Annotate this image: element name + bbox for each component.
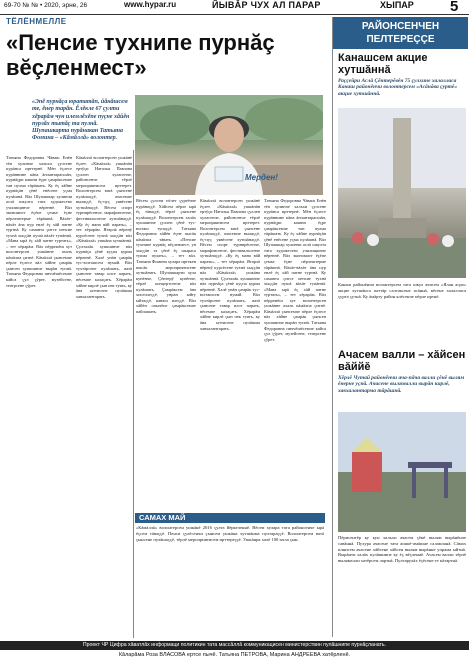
article-photo: [135, 95, 323, 195]
site-url[interactable]: www.hypar.ru: [124, 0, 177, 9]
sidebar-divider: [332, 17, 333, 637]
paper-tag: ХЫПАР: [380, 0, 414, 10]
memorial-illustration: [338, 108, 466, 278]
sidebar-article-1-text: Канаш районĕнчи волонтерсем тата шкул ачисем «Ялан асра» акцие хутшăнса паттăр салтаксене асăннă, вĕсене халалласа çурта çутнă. Ку ăмăрту район ялĕсенче пĕрле иртнĕ.: [338, 282, 466, 299]
article-column-2: Кăмăллă волонтерсен ушкăнĕ ĕçлет. «Кăмăллă» ушкăнăн ертӳçи Наталья Павлова çуллен хуласенче, районсенче тĕрлĕ мероприятисем ирттерет. Волонтерсем ватă çынсене пулăшаççĕ, ачасемпе выляççĕ, ĕç-пуç уявĕсене хутшăнаççĕ. Вĕсем спорт турнирĕсенче, марафонсенче, фестивальсенче хутшăнаççĕ. «Ку ĕç мана вăй парать», – тет хĕрарăм. Ятарлă вĕренӳ курсĕсене тухнă хыççăн вăл «Кăмăллă» ушкăна хутшăннă. Çулталăк хушшинче вăл пурнăçа çĕнĕ куçпа курма вĕреннĕ. Халĕ унăн çамрăк тус-юлташсем нумай. Вăл тухтăрсене пулăшать, ватă çынсене тавар илсе парать, вĕсемпе калаçать. Хĕрарăм хăйне кирлĕ çын пек туять, ку ăна ыттисене пулăшма хавхалантарать.: [76, 155, 132, 299]
footer-project-line: Проект ЧР Цифра хăватлăх информаци политикин тата массăллă коммуникацисен министерствин пулăшнипе пурнăçланать.: [0, 641, 469, 650]
article-column-1: Татьяна Федоровна Чăваш Енĕн тĕп хулинче хальхи çулсене пурăнса ирттернĕ. Мĕн ĕçлесе пурăннине кăна ăнлантарасшăн, пурнăçри кашни ĕçре çамрăксемпе тан пулма тăрăшать. Ку ĕç хăйне пурнăçăн çĕнĕ енĕсене уçма пулăшнă. Вăл Шупашкар хулинчи аслă шкулта тата художество училищинче вĕреннĕ. Вăл экономист ĕçĕпе çемье ĕçне пĕрлештерме тăрăшнă. Вăхăт-вăхăт ăна пур енлĕ ĕç хăй патне туртнă. Ку саманта çитсе пенсие тухнă хыççăн пушă вăхăт тупăннă. «Мана ырă ĕç хăй патне туртать», – тет хĕрарăм. Вăл пĕрремĕш хут волонтерсен ушкăнне ахаль кăмăлпа çитнĕ. Кăмăллă çынсемпе пĕрле ĕçлесе вăл хăйне çамрăк çынсен хушшинче вырăн тупнă. Татьяна Федоровна пиччĕшĕсемпе кайса çул çӳрет, музейсене, театрсене çӳрет.: [6, 155, 72, 288]
photo-caption: Мерден!: [245, 173, 278, 182]
playground-illustration: [338, 412, 466, 532]
paper-name: ЙЫВӐР ЧУХ АЛ ПАРАР: [212, 0, 321, 10]
masthead-bar: [0, 0, 469, 15]
sidebar-header: [333, 17, 468, 49]
page-number: 5: [450, 0, 459, 15]
article-lead: «Эпĕ пурнăçа юрататăп, йăнăшсем те, ĕнер тарăн. Ĕлĕкле 67 çулти хĕрарăм чун илемлĕхĕпе пуçне хăйĕн пурлăх тытăç та пулнă. Шупашкарта пурăнакан Татьяна Фомина – «Кăмăллă» волонтер.: [32, 99, 130, 142]
sidebar-article-2-text: Пĕрисентĕр ку кун хальхи ачасем çĕнĕ вылям вырăнĕнче савăннă. Пухура ачасене тата ашшĕ-амăшне саламланă. Сăмах илнисем ачасене хăйсене хăйсен вылям вырăнне упрама ыйтнă. Вырăнти халăх пулăшнипе ку ĕç вĕçленнĕ. Ачасем валли тĕрлĕ вылямалли хатĕрсем лартнă. Пултарулăх ĕçĕсене те кăтартнă.: [338, 535, 466, 564]
sidebar-article-2-photo: [338, 412, 466, 532]
sidebar-article-1-title: Канашсем акцие хутшăннă: [338, 52, 428, 76]
fact-box-title: САМАХ МАЙ: [135, 513, 325, 523]
article-headline: «Пенсие тухнипе пурнӑç вӗçленмест»: [6, 30, 275, 80]
footer-credits: Кăларăма Роза ВЛАСОВА ертсе пычĕ. Татьяна ПЕТРОВА, Марина АНДРЕЕВА хатĕрленĕ.: [118, 652, 351, 658]
fact-box-text: «Кăмăллă» волонтерсен ушкăнĕ 2016 çулта йĕркеленнĕ. Вĕсем хулара тата районсенче ырă ĕçсем тăваççĕ. Пенси çулĕсенчи çынсем ушкăна хутшăнма пултараççĕ. Волонтерсем ватă çынсене пулăшаççĕ, тĕрлĕ мероприятисем ирттереççĕ. Ушкăнра халĕ 100 ытла çын.: [136, 525, 324, 542]
sidebar-article-1-lead: Раççейри Аслă Çĕнтерĕвĕн 75 çулхине халалласа Канаш районĕнчи волонтерсем «Асăнăва çуртĕ» акцие хутшăннă.: [338, 78, 458, 97]
sidebar-header-label: РАЙОНСЕНЧЕН ПЕЛТЕРЕÇÇЕ: [361, 21, 440, 45]
sidebar-article-2-title: Ачасем валли – хăйсен вăййĕ: [338, 349, 466, 373]
article-column-5: Татьяна Федоровна Чăваш Енĕн тĕп хулинче хальхи çулсене пурăнса ирттернĕ. Мĕн ĕçлесе пурăннине кăна ăнлантарасшăн, пурнăçри кашни ĕçре çамрăксемпе тан пулма тăрăшать. Ку ĕç хăйне пурнăçăн çĕнĕ енĕсене уçма пулăшнă. Вăл Шупашкар хулинчи аслă шкулта тата художество училищинче вĕреннĕ. Вăл экономист ĕçĕпе çемье ĕçне пĕрлештерме тăрăшнă. Вăхăт-вăхăт ăна пур енлĕ ĕç хăй патне туртнă. Ку саманта çитсе пенсие тухнă хыççăн пушă вăхăт тупăннă. «Мана ырă ĕç хăй патне туртать», – тет хĕрарăм. Вăл пĕрремĕш хут волонтерсен ушкăнне ахаль кăмăлпа çитнĕ. Кăмăллă çынсемпе пĕрле ĕçлесе вăл хăйне çамрăк çынсен хушшинче вырăн тупнă. Татьяна Федоровна пиччĕшĕсемпе кайса çул çӳрет, музейсене, театрсене çӳрет.: [264, 198, 326, 342]
issue-info: 69-70 № № • 2020, эрне, 26: [4, 2, 88, 9]
portrait-illustration: [135, 95, 323, 195]
column-divider: [133, 150, 134, 638]
sidebar-article-2-lead: Хĕрлĕ Чутай районĕнчи ача-пăча валли çĕнĕ вылям ĕнерне уçнă. Ачасене вылямалли вырăн кирлĕ, хавхалантарма тăрăшнă.: [338, 375, 465, 394]
article-column-3: Вĕсем çулсем пĕлет çуртĕнче пурăнаççĕ. Хăйсем пĕрле ырă ĕç тăваççĕ, тĕрлĕ çынсене пулăшаççĕ. Волонтерсем халăх хушшинче çуллен çĕнĕ тус-юлташ тупаççĕ. Татьяна Федоровна хăйĕн ĕçне пысăк кăмăлпа тăвать. «Пенсие тухнипе пурнăç вĕçленмест, ун хыççăн та çĕнĕ ĕç шыраса тупма пулать», – тет вăл. Татьяна Фомина хулара иртекен пысăк мероприятисене хутшăнать. Шупашкарти хула кунĕнче, Çĕнтерӳ кунĕнче, тĕрлĕ концертсенче вăл пулăшать. Çамрăксем ăна хисеплеççĕ, унран ыйту ыйтаççĕ, канаш илеççĕ. Вăл хăйĕн опычĕпе çамрăксемпе пайлашать.: [136, 198, 196, 314]
article-column-4: Кăмăллă волонтерсен ушкăнĕ ĕçлет. «Кăмăллă» ушкăнăн ертӳçи Наталья Павлова çуллен хуласенче, районсенче тĕрлĕ мероприятисем ирттерет. Волонтерсем ватă çынсене пулăшаççĕ, ачасемпе выляççĕ, ĕç-пуç уявĕсене хутшăнаççĕ. Вĕсем спорт турнирĕсенче, марафонсенче, фестивальсенче хутшăнаççĕ. «Ку ĕç мана вăй парать», – тет хĕрарăм. Ятарлă вĕренӳ курсĕсене тухнă хыççăн вăл «Кăмăллă» ушкăна хутшăннă. Çулталăк хушшинче вăл пурнăçа çĕнĕ куçпа курма вĕреннĕ. Халĕ унăн çамрăк тус-юлташсем нумай. Вăл тухтăрсене пулăшать, ватă çынсене тавар илсе парать, вĕсемпе калаçать. Хĕрарăм хăйне кирлĕ çын пек туять, ку ăна ыттисене пулăшма хавхалантарать.: [200, 198, 260, 331]
sidebar-article-1-photo: [338, 108, 466, 278]
rubric-label: ТЁЛЁНМЕЛЛЕ: [6, 17, 67, 26]
